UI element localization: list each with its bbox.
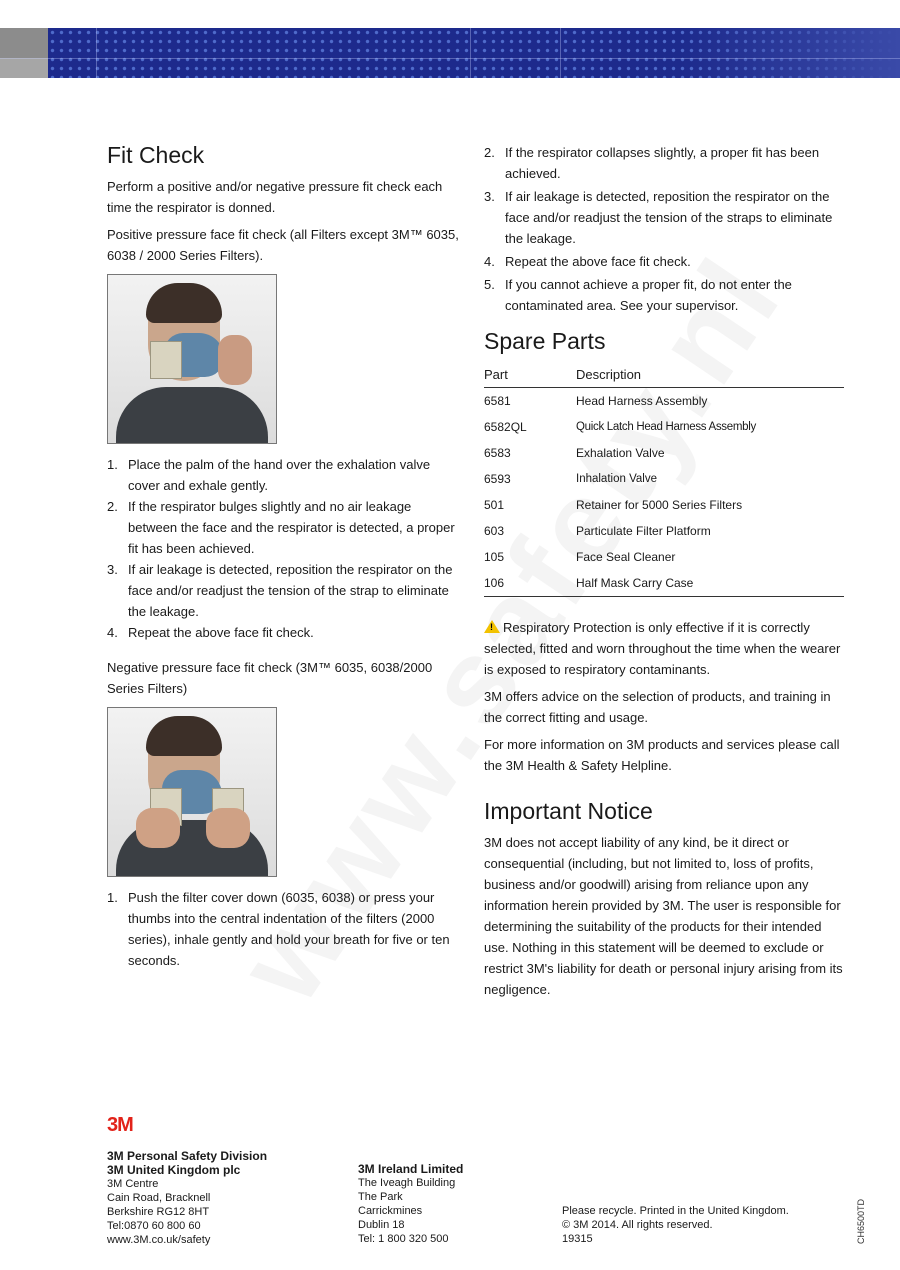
negative-steps-list (107, 887, 463, 971)
footer-line: Tel: 1 800 320 500 (358, 1233, 449, 1245)
fit-check-intro: Perform a positive and/or negative pressure fit check each time the respirator is donned. (107, 179, 443, 215)
footer-line: Tel:0870 60 800 60 (107, 1220, 201, 1232)
footer-recycle-note (562, 1204, 789, 1246)
photo-thumb (206, 808, 250, 848)
footer-line: 19315 (562, 1233, 593, 1245)
table-header-row (484, 364, 844, 388)
step-number: 3. (484, 189, 495, 204)
important-notice-text: 3M does not accept liability of any kind, be it direct or consequential (including, but not limited to, loss of profits, business and/or goodwill) arising from reliance upon any information herein provided by 3M. The user is responsible for determining the suitability of the products for their intended use. Nothing in this statement will be deemed to exclude or restrict 3M's liability for death or personal injury arising from its negligence. (484, 835, 843, 997)
photo-hair (146, 716, 222, 756)
part-number: 106 (484, 570, 576, 597)
warning-icon (484, 620, 500, 633)
step-number: 2. (107, 499, 118, 514)
list-item (107, 622, 463, 643)
step-text: Push the filter cover down (6035, 6038) or press your thumbs into the central indentation of the filters (2000 series), inhale gently and hold your breath for five or ten seconds. (128, 890, 450, 968)
table-row (484, 570, 844, 597)
footer-line: Carrickmines (358, 1205, 423, 1217)
table-row (484, 440, 844, 466)
3m-logo: 3M (107, 1114, 133, 1136)
part-number: 6581 (484, 393, 511, 408)
step-number: 2. (484, 145, 495, 160)
step-text: Place the palm of the hand over the exhalation valve cover and exhale gently. (128, 457, 431, 493)
footer-line: Dublin 18 (358, 1219, 405, 1231)
footer-website: www.3M.co.uk/safety (107, 1234, 211, 1246)
step-text: Repeat the above face fit check. (505, 254, 691, 269)
list-item (107, 496, 463, 559)
column-header-description: Description (576, 364, 844, 388)
part-description: Half Mask Carry Case (576, 570, 844, 597)
negative-steps-continued (484, 142, 846, 316)
step-number: 1. (107, 890, 118, 905)
part-number: 6582QL (484, 419, 527, 434)
photo-body (116, 387, 268, 444)
fit-check-title: Fit Check (107, 142, 205, 168)
step-text: Repeat the above face fit check. (128, 625, 314, 640)
list-item (107, 559, 463, 622)
step-text: If the respirator bulges slightly and no air leakage between the face and the respirator is detected, a proper fit has been achieved. (128, 499, 455, 556)
banner-fade (680, 28, 900, 78)
step-number: 3. (107, 562, 118, 577)
part-number: 105 (484, 549, 505, 564)
left-column (107, 140, 463, 971)
info-paragraph: For more information on 3M products and services please call the 3M Health & Safety Helpline. (484, 737, 840, 773)
footer-line: The Park (358, 1191, 403, 1203)
spare-parts-title: Spare Parts (484, 328, 606, 354)
banner-divider (560, 28, 561, 78)
positive-steps-list (107, 454, 463, 643)
part-description: Particulate Filter Platform (576, 523, 711, 538)
part-description: Inhalation Valve (576, 472, 657, 485)
list-item (484, 142, 846, 184)
table-row (484, 466, 844, 492)
part-number: 501 (484, 497, 505, 512)
part-description: Retainer for 5000 Series Filters (576, 497, 743, 512)
step-number: 5. (484, 277, 495, 292)
photo-thumb (136, 808, 180, 848)
part-description: Face Seal Cleaner (576, 549, 676, 564)
table-row (484, 518, 844, 544)
part-description: Exhalation Valve (576, 445, 665, 460)
part-number: 6583 (484, 445, 511, 460)
list-item (484, 186, 846, 249)
warning-paragraph (484, 617, 846, 680)
footer-line: © 3M 2014. All rights reserved. (562, 1219, 713, 1231)
part-number: 603 (484, 523, 505, 538)
positive-pressure-heading: Positive pressure face fit check (all Filters except 3M™ 6035, 6038 / 2000 Series Filters). (107, 227, 459, 263)
list-item (107, 887, 463, 971)
column-header-part: Part (484, 364, 576, 388)
list-item (484, 251, 846, 272)
footer-ireland-address (358, 1162, 463, 1246)
positive-fit-check-photo (107, 274, 277, 444)
banner-divider (470, 28, 471, 78)
footer-line: 3M Personal Safety Division (107, 1149, 268, 1163)
warning-text: Respiratory Protection is only effective if it is correctly selected, fitted and worn throughout the time when the wearer is exposed to respiratory contaminants. (484, 620, 841, 677)
part-number: 6593 (484, 471, 511, 486)
negative-fit-check-photo (107, 707, 277, 877)
footer-line: 3M Ireland Limited (358, 1162, 464, 1176)
footer-line: Cain Road, Bracknell (107, 1192, 211, 1204)
step-text: If you cannot achieve a proper fit, do not enter the contaminated area. See your supervisor. (505, 277, 792, 313)
banner-divider (96, 28, 97, 78)
table-row (484, 544, 844, 570)
footer-line: The Iveagh Building (358, 1177, 456, 1189)
step-text: If air leakage is detected, reposition the respirator on the face and/or readjust the tension of the strap to eliminate the leakage. (128, 562, 453, 619)
step-text: If air leakage is detected, reposition the respirator on the face and/or readjust the tension of the straps to eliminate the leakage. (505, 189, 833, 246)
table-row (484, 388, 844, 415)
negative-pressure-heading: Negative pressure face fit check (3M™ 6035, 6038/2000 Series Filters) (107, 660, 433, 696)
step-number: 4. (484, 254, 495, 269)
list-item (484, 274, 846, 316)
important-notice-title: Important Notice (484, 798, 653, 824)
document-code: CH6500TD (856, 1198, 866, 1244)
part-description: Head Harness Assembly (576, 393, 708, 408)
right-column (484, 142, 846, 1000)
footer-line: 3M Centre (107, 1178, 159, 1190)
banner-divider-horizontal (0, 58, 900, 59)
banner-grey-block-lower (0, 58, 48, 78)
footer-line: Berkshire RG12 8HT (107, 1206, 210, 1218)
spare-parts-table (484, 364, 844, 597)
step-number: 4. (107, 625, 118, 640)
step-number: 1. (107, 457, 118, 472)
list-item (107, 454, 463, 496)
table-row (484, 414, 844, 440)
header-banner (0, 28, 900, 78)
table-row (484, 492, 844, 518)
footer-line: 3M United Kingdom plc (107, 1163, 241, 1177)
footer-line: Please recycle. Printed in the United Kingdom. (562, 1205, 789, 1217)
advice-paragraph: 3M offers advice on the selection of products, and training in the correct fitting and usage. (484, 689, 831, 725)
part-description: Quick Latch Head Harness Assembly (576, 420, 756, 433)
photo-filter (150, 341, 182, 379)
photo-hair (146, 283, 222, 323)
photo-hand (218, 335, 252, 385)
footer-uk-address (107, 1149, 267, 1247)
step-text: If the respirator collapses slightly, a proper fit has been achieved. (505, 145, 820, 181)
